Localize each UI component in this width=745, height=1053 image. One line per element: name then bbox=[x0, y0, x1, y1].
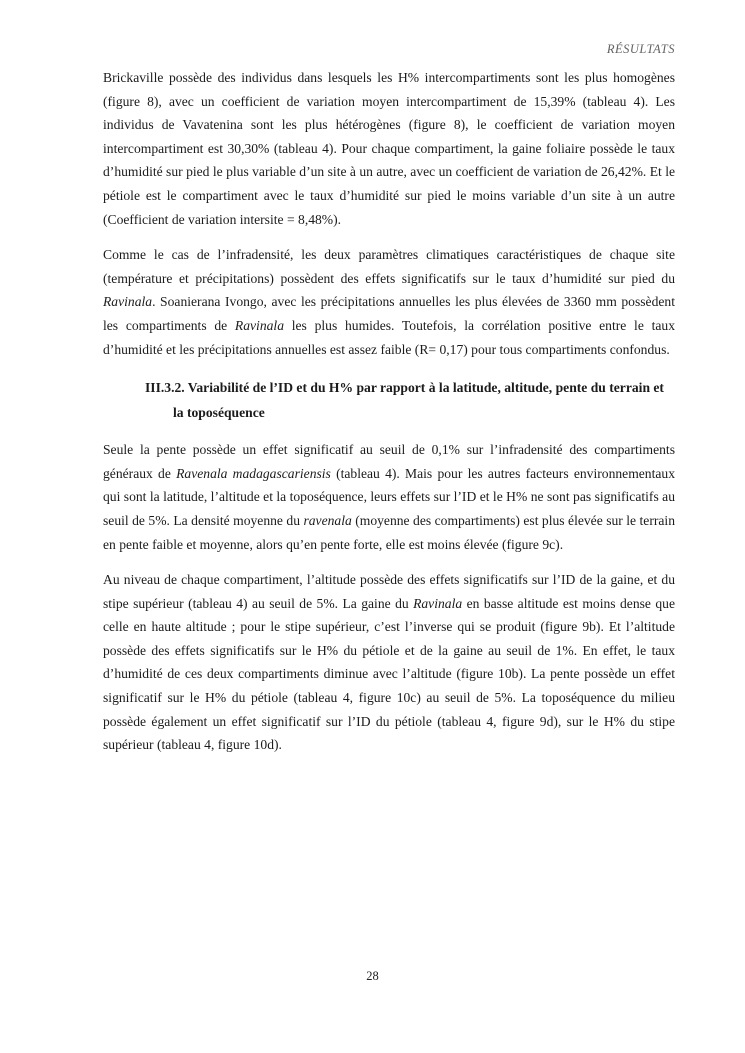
text-run: Brickaville possède des individus dans lesquels les H% intercompartiments sont les plus homogènes (figure 8), avec un coefficient de variation moyen intercompartiment de 15,39% (tableau 4). Les individus de Vavatenina sont les plus hétérogènes (figure 8), le coefficient de variation moyen intercompartiment est 30,30% (tableau 4). Pour chaque compartiment, la gaine foliaire possède le taux d’humidité sur pied le plus variable d’un site à un autre, avec un coefficient de variation de 26,42%. Et le pétiole est le compartiment avec le taux d’humidité sur pied le moins variable d’un site à un autre (Coefficient de variation intersite = 8,48%). bbox=[103, 70, 676, 227]
text-run: Ravinala bbox=[234, 317, 285, 333]
text-run: en basse altitude est moins dense que celle en haute altitude ; pour le stipe supérieur, c’est l’inverse qui se produit (figure 9b). Et l’altitude possède des effets significatifs sur le H% du pétiole et de la gaine au seuil de 1%. En effet, le taux d’humidité de ces deux compartiments diminue avec l’altitude (figure 10b). La pente possède un effet significatif sur le H% du pétiole (tableau 4, figure 10c) au seuil de 5%. La toposéquence du milieu possède également un effet significatif sur l’ID du pétiole (tableau 4, figure 9d), sur le H% du stipe supérieur (tableau 4, figure 10d). bbox=[103, 595, 675, 753]
text-run: les plus humides. Toutefois, la corrélation positive entre le taux d’humidité et les précipitations annuelles est assez faible (R= 0,17) pour tous compartiments confondus. bbox=[103, 317, 675, 357]
paragraph-altitude-effects bbox=[103, 568, 675, 757]
text-run: (tableau 4). Mais pour les autres facteurs environnementaux qui sont la latitude, l’altitude et la toposéquence, leurs effets sur l’ID et le H% ne sont pas significatifs au seuil de 5%. La densité moyenne du bbox=[103, 465, 676, 528]
text-run: Au niveau de chaque compartiment, l’altitude possède des effets significatifs sur l’ID de la gaine, et du stipe supérieur (tableau 4) au seuil de 5%. La gaine du bbox=[103, 572, 675, 611]
text-run: Seule la pente possède un effet significatif au seuil de 0,1% sur l’infradensité des compartiments généraux de bbox=[103, 442, 675, 481]
text-run: . Soanierana Ivongo, avec les précipitations annuelles les plus élevées de 3360 mm possèdent les compartiments de bbox=[103, 294, 675, 333]
text-run: (moyenne des compartiments) est plus élevée sur le terrain en pente faible et moyenne, alors qu’en pente forte, elle est moins élevée (figure 9c). bbox=[103, 512, 675, 552]
text-run: ravenala bbox=[303, 512, 352, 528]
page-header bbox=[103, 40, 675, 58]
paragraph-climatic-parameters bbox=[103, 243, 675, 361]
text-run: III.3.2. Variabilité de l’ID et du H% par rapport à la latitude, altitude, pente du terrain et la toposéquence bbox=[145, 380, 664, 421]
paragraph-intercompartiment-variability bbox=[103, 66, 675, 231]
section-heading bbox=[103, 375, 675, 425]
text-run: Ravenala madagascariensis bbox=[176, 465, 331, 481]
running-header: RÉSULTATS bbox=[606, 42, 675, 56]
page-body bbox=[103, 66, 675, 769]
text-run: Ravinala bbox=[413, 595, 463, 611]
page-number: 28 bbox=[366, 969, 379, 983]
text-run: Comme le cas de l’infradensité, les deux paramètres climatiques caractéristiques de chaque site (température et précipitations) possèdent des effets significatifs sur le taux d’humidité sur pied du bbox=[103, 247, 675, 286]
paragraph-slope-effect bbox=[103, 438, 675, 556]
text-run: Ravinala bbox=[103, 294, 153, 310]
page-footer bbox=[0, 969, 745, 984]
